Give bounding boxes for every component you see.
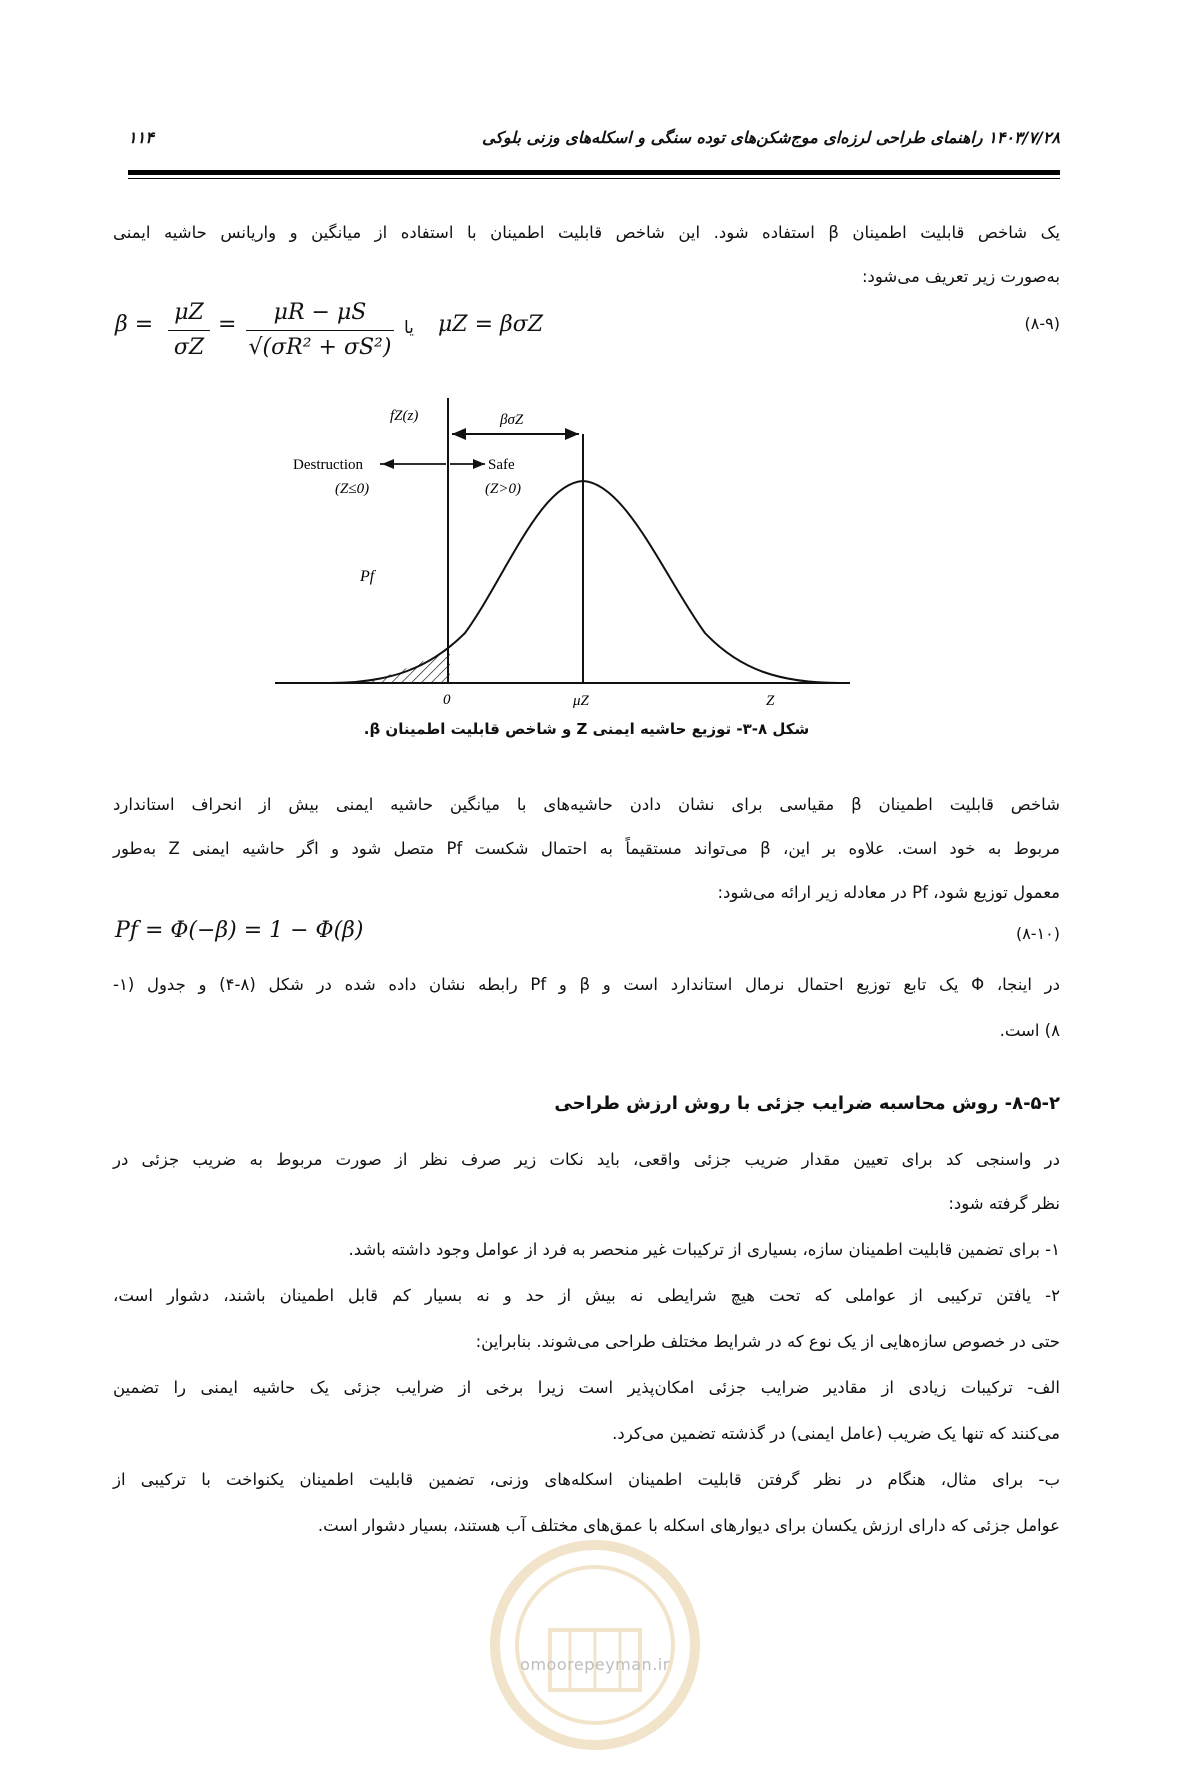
safe-arrow-head xyxy=(473,459,485,469)
eq-frac1 xyxy=(168,296,210,365)
header-rule-thick xyxy=(128,170,1060,175)
eq-or: یا xyxy=(404,318,414,338)
para4-line-2: نظر گرفته شود: xyxy=(948,1194,1060,1213)
para3-line-2: ۸) است. xyxy=(999,1021,1060,1040)
header-book-title: راهنمای طراحی لرزه‌ای موج‌شکن‌های توده سنگی و اسکله‌های وزنی بلوکی xyxy=(481,128,983,147)
intro-line-2: به‌صورت زیر تعریف می‌شود: xyxy=(861,267,1060,286)
list-item-1: ۱- برای تضمین قابلیت اطمینان سازه، بسیاری از ترکیبات غیر منحصر به فرد از عوامل وجود داشته باشد. xyxy=(348,1240,1060,1259)
eq-frac1-num: μZ xyxy=(168,296,210,331)
eq-number-8-10: (۸-۱۰) xyxy=(1015,924,1060,943)
page-number: ۱۱۴ xyxy=(128,128,154,147)
watermark-seal xyxy=(475,1535,715,1769)
equation-8-10: Pf = Φ(−β) = 1 − Φ(β) xyxy=(115,918,364,943)
section-heading: ۸-۵-۲- روش محاسبه ضرایب جزئی با روش ارزش طراحی xyxy=(554,1093,1060,1114)
para4-line-1: در واسنجی کد برای تعیین مقدار ضریب جزئی واقعی، باید نکات زیر صرف نظر از صورت مربوط به ضریب جزئی در xyxy=(113,1150,1060,1169)
header-rule-thin xyxy=(128,178,1060,179)
header-date: ۱۴۰۳/۷/۲۸ xyxy=(988,128,1060,147)
beta-arrow-head-right xyxy=(565,428,579,440)
pf-label: Pf xyxy=(360,568,375,585)
list-item-alef-line-1: الف- ترکیبات زیادی از مقادیر ضرایب جزئی امکان‌پذیر است زیرا برخی از ضرایب جزئی یک حاشیه ایمنی را تضمین xyxy=(113,1378,1060,1397)
page-header xyxy=(128,128,1060,152)
safe-label: Safe xyxy=(488,457,515,473)
list-item-alef-line-2: می‌کنند که تنها یک ضریب (عامل ایمنی) در گذشته تضمین می‌کرد. xyxy=(612,1424,1060,1443)
beta-arrow-head-left xyxy=(452,428,466,440)
para3-line-1: در اینجا، Φ یک تابع توزیع احتمال نرمال استاندارد است و β و Pf رابطه نشان داده شده در شکل (۸-۴) و جدول (۱- xyxy=(113,975,1060,994)
eq-frac2 xyxy=(246,296,394,365)
eq-frac1-den: σZ xyxy=(173,335,205,360)
watermark-url: omoorepeyman.ir xyxy=(520,1655,670,1674)
destruction-arrow-head xyxy=(382,459,394,469)
eq-frac2-num: μR − μS xyxy=(246,296,394,331)
tick-z: Z xyxy=(766,693,775,708)
eq-frac2-den: √(σR² + σS²) xyxy=(248,335,392,360)
list-item-be-line-2: عوامل جزئی که دارای ارزش یکسان برای دیوارهای اسکله با عمق‌های مختلف آب هستند، بسیار دشوار است. xyxy=(317,1516,1060,1535)
para2-line-1: شاخص قابلیت اطمینان β مقیاسی برای نشان دادن حاشیه‌های با میانگین حاشیه ایمنی بیش از انحراف استاندارد xyxy=(113,795,1061,814)
eq-number-8-9: (۸-۹) xyxy=(1024,314,1060,333)
destruction-label: Destruction xyxy=(293,457,363,473)
list-item-be-line-1: ب- برای مثال، هنگام در نظر گرفتن قابلیت اطمینان اسکله‌های وزنی، تضمین قابلیت اطمینان یکنواخت با ترکیبی از xyxy=(113,1470,1060,1489)
intro-line-1: یک شاخص قابلیت اطمینان β استفاده شود. این شاخص قابلیت اطمینان با استفاده از میانگین و واریانس حاشیه ایمنی xyxy=(113,223,1060,242)
eq-equals: = xyxy=(218,312,237,337)
watermark-seal-icon xyxy=(475,1535,715,1765)
para2-line-3: معمول توزیع شود، Pf در معادله زیر ارائه می‌شود: xyxy=(717,883,1060,902)
pf-shaded-area xyxy=(350,650,450,683)
fz-label: fZ(z) xyxy=(390,408,419,424)
figure-8-3 xyxy=(270,398,850,712)
eq-lhs: β = xyxy=(115,312,154,337)
para2-line-2: مربوط به خود است. علاوه بر این، β می‌تواند مستقیماً به احتمال شکست Pf متصل شود و اگر حاشیه ایمنی Z به‌طور xyxy=(113,839,1060,858)
safe-condition: (Z>0) xyxy=(485,481,521,497)
tick-mu: μZ xyxy=(573,693,589,708)
distribution-curve xyxy=(330,481,840,683)
list-item-2-line-1: ۲- یافتن ترکیبی از عواملی که تحت هیچ شرایطی نه بیش از حد و نه بسیار کم قابل اطمینان باشند، دشوار است، xyxy=(113,1286,1060,1305)
tick-zero: 0 xyxy=(443,692,451,708)
destruction-condition: (Z≤0) xyxy=(335,481,370,497)
figure-caption: شکل ۸-۳- توزیع حاشیه ایمنی Z و شاخص قابلیت اطمینان β. xyxy=(363,720,810,738)
normal-distribution-diagram xyxy=(270,398,850,708)
list-item-2-line-2: حتی در خصوص سازه‌هایی از یک نوع که در شرایط مختلف طراحی می‌شوند. بنابراین: xyxy=(475,1332,1060,1351)
beta-sigma-label: βσZ xyxy=(500,412,524,428)
header-title xyxy=(482,128,1060,147)
eq-rhs: μZ = βσZ xyxy=(438,312,544,337)
